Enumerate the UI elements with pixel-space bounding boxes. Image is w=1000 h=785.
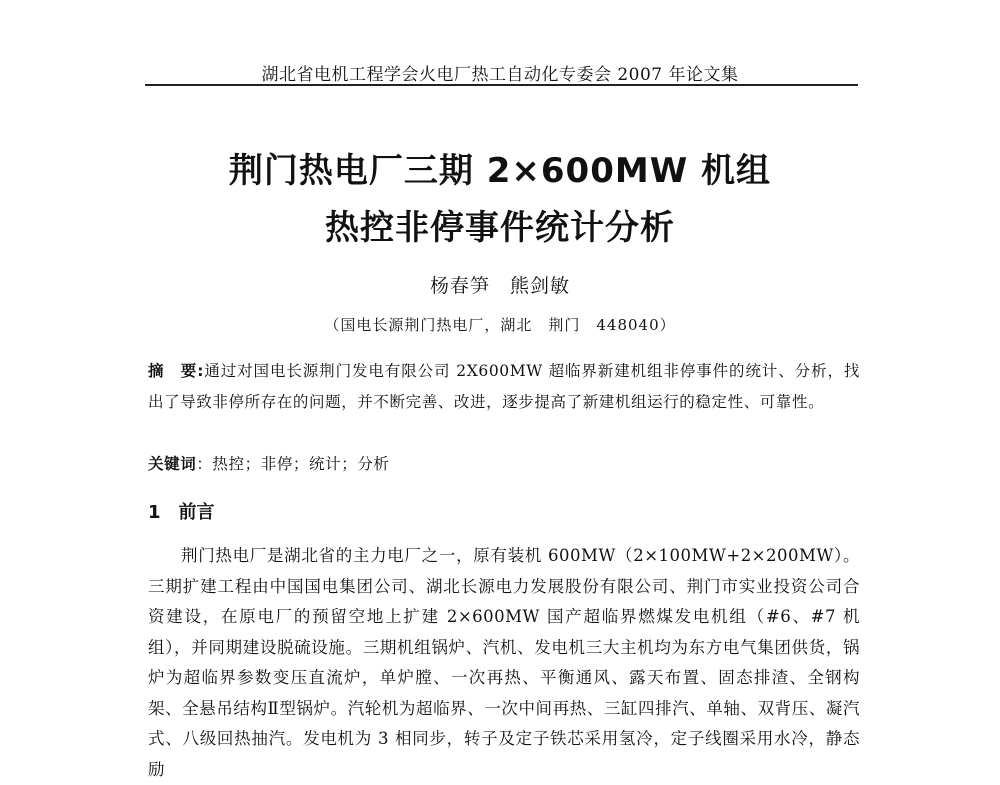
- keywords: [148, 452, 860, 474]
- section-number: 1: [148, 502, 161, 523]
- body-paragraph: 荆门热电厂是湖北省的主力电厂之一，原有装机 600MW（2×100MW+2×200MW）。三期扩建工程由中国国电集团公司、湖北长源电力发展股份有限公司、荆门市实业投资公司合资建设，在原电厂的预留空地上扩建 2×600MW 国产超临界燃煤发电机组（#6、#7 机组），并同期建设脱硫设施。三期机组锅炉、汽机、发电机三大主机均为东方电气集团供货，锅炉为超临界参数变压直流炉，单炉膛、一次再热、平衡通风、露天布置、固态排渣、全钢构架、全悬吊结构Ⅱ型锅炉。汽轮机为超临界、一次中间再热、三缸四排汽、单轴、双背压、凝汽式、八级回热抽汽。发电机为 3 相同步，转子及定子铁芯采用氢冷，定子线圈采用水冷，静态励: [148, 546, 860, 779]
- authors: 杨春笋 熊剑敏: [429, 275, 570, 297]
- abstract-label: 摘 要: [148, 362, 198, 380]
- section-title: 前言: [178, 502, 215, 523]
- abstract-colon: :: [197, 362, 205, 380]
- section-heading: [148, 498, 215, 524]
- abstract: [148, 356, 860, 418]
- affiliation: （国电长源荆门热电厂，湖北 荆门 448040）: [324, 316, 676, 334]
- header-rule: [145, 84, 858, 86]
- keywords-label: 关键词: [148, 455, 197, 473]
- abstract-text: 通过对国电长源荆门发电有限公司 2X600MW 超临界新建机组非停事件的统计、分析，找出了导致非停所存在的问题，并不断完善、改进，逐步提高了新建机组运行的稳定性、可靠性。: [148, 362, 860, 411]
- keywords-colon: ：: [196, 455, 213, 473]
- paper-title-line1: 荆门热电厂三期 2×600MW 机组: [228, 151, 772, 191]
- running-header: 湖北省电机工程学会火电厂热工自动化专委会 2007 年论文集: [261, 65, 739, 85]
- keywords-text: 热控；非停；统计；分析: [212, 455, 390, 473]
- paper-title-line2: 热控非停事件统计分析: [325, 208, 675, 248]
